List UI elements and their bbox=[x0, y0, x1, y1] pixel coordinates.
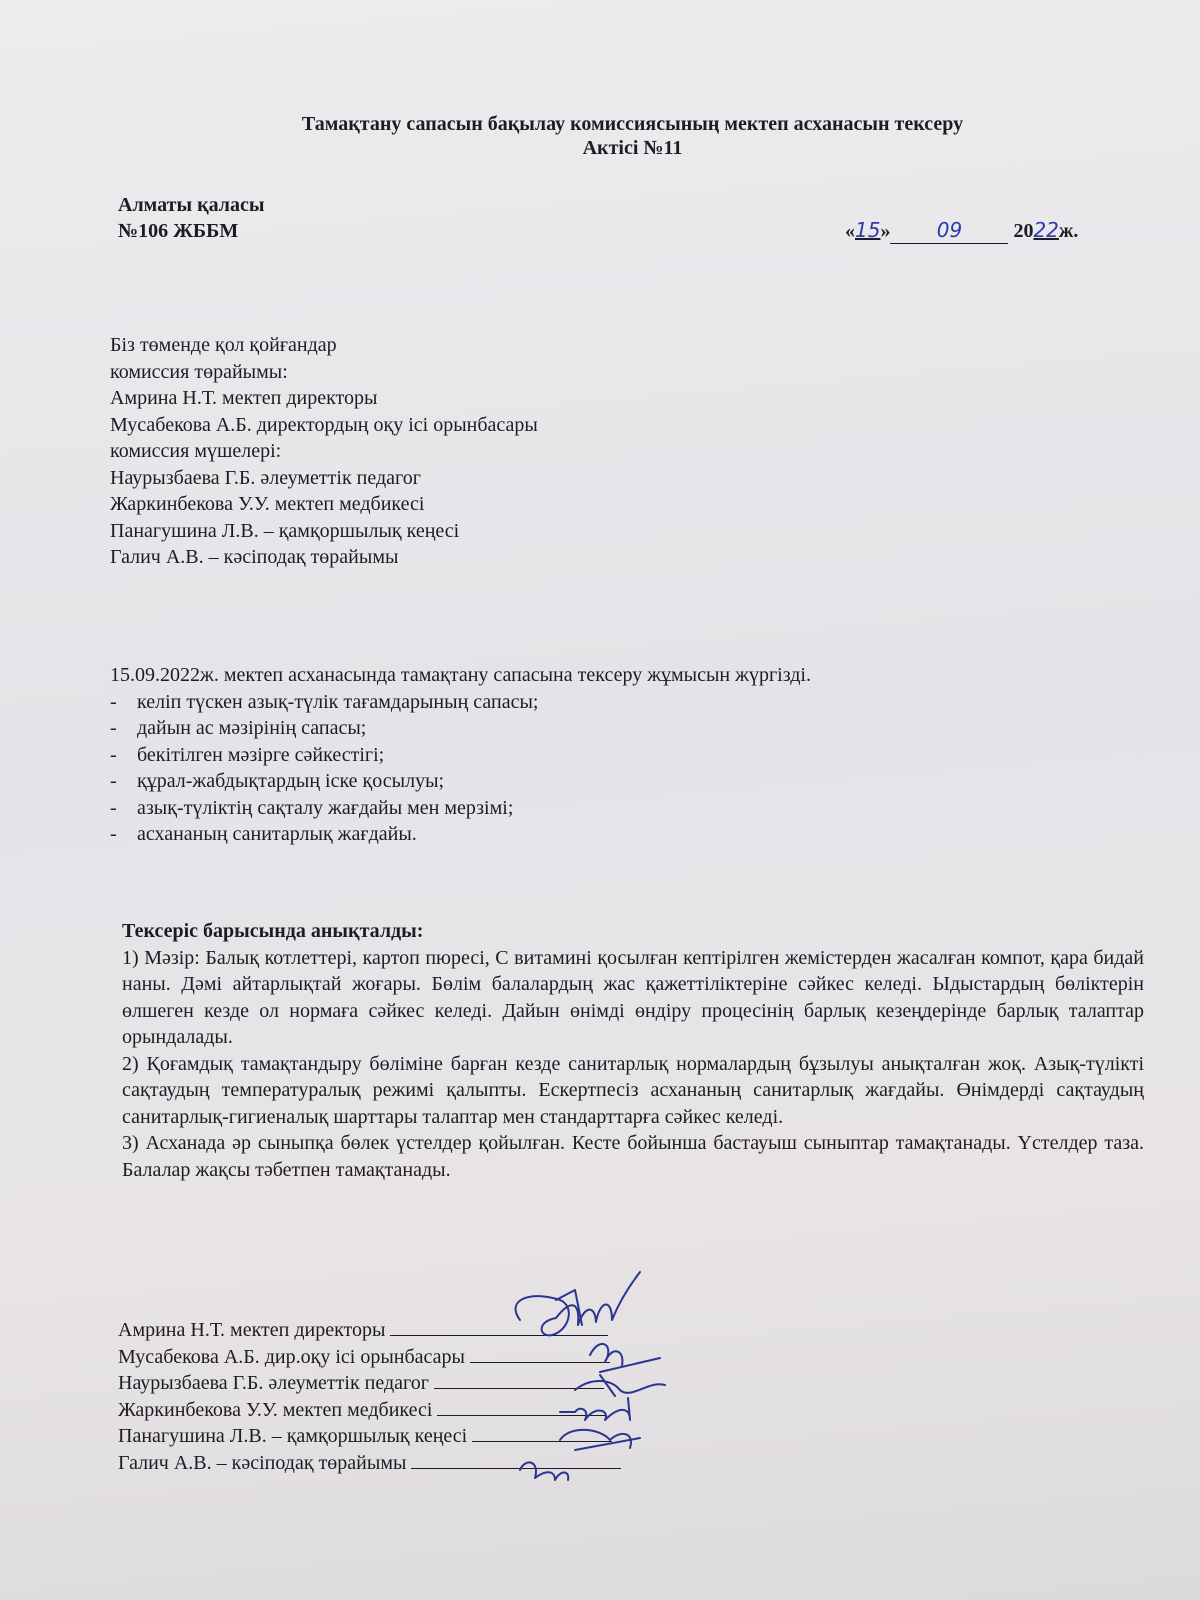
document-date: «15» 09 2022ж. bbox=[845, 218, 1079, 242]
committee-line: Амрина Н.Т. мектеп директоры bbox=[110, 387, 378, 409]
inspection-block bbox=[110, 662, 811, 848]
signature-line bbox=[437, 1399, 607, 1416]
document-title bbox=[0, 112, 1200, 160]
list-item: - дайын ас мәзірінің сапасы; bbox=[110, 715, 811, 742]
handwritten-month: 09 bbox=[936, 218, 963, 242]
signature-row: Жаркинбекова У.У. мектеп медбикесі bbox=[118, 1397, 621, 1424]
inspection-intro: 15.09.2022ж. мектеп асханасында тамақтану сапасына тексеру жұмысын жүргізді. bbox=[110, 664, 811, 686]
list-item: - бекітілген мәзірге сәйкестігі; bbox=[110, 742, 811, 769]
handwritten-year: 22 bbox=[1033, 218, 1059, 242]
signature-line bbox=[434, 1372, 604, 1389]
finding-paragraph: 3) Асханада әр сыныпқа бөлек үстелдер қойылған. Кесте бойынша бастауыш сыныптар тамақтанады. Үстелдер таза. Балалар жақсы тәбетпен тамақтанады. bbox=[122, 1132, 1144, 1181]
signature-row: Панагушина Л.В. – қамқоршылық кеңесі bbox=[118, 1423, 621, 1450]
committee-line: Мусабекова А.Б. директордың оқу ісі орынбасары bbox=[110, 413, 538, 436]
signature-line bbox=[472, 1425, 612, 1442]
committee-line: комиссия мүшелері: bbox=[110, 440, 282, 462]
school-name: №106 ЖББМ bbox=[118, 220, 239, 242]
signature-line bbox=[411, 1452, 621, 1469]
findings-heading: Тексеріс барысында анықталды: bbox=[122, 920, 424, 942]
list-item: - құрал-жабдықтардың іске қосылуы; bbox=[110, 768, 811, 795]
list-item: - азық-түліктің сақталу жағдайы мен мерзімі; bbox=[110, 795, 811, 822]
signature-line bbox=[390, 1319, 608, 1336]
location-block bbox=[118, 192, 264, 244]
title-line-2: Актісі №11 bbox=[582, 137, 683, 159]
list-item: - асхананың санитарлық жағдайы. bbox=[110, 821, 811, 848]
committee-block bbox=[110, 332, 538, 571]
handwritten-day: 15 bbox=[855, 218, 881, 242]
committee-line: Жаркинбекова У.У. мектеп медбикесі bbox=[110, 493, 425, 515]
signature-block bbox=[118, 1317, 621, 1476]
month-blank bbox=[890, 218, 1008, 244]
finding-paragraph: 2) Қоғамдық тамақтандыру бөліміне барған кезде санитарлық нормалардың бұзылуы анықталған жоқ. Азық-түлікті сақтаудың температуралық режимі қалыпты. Ескертпесіз асхананың санитарлық жағдайы. Өнімдерді сақтаудың санитарлық-гигиеналық шарттары талаптар мен стандарттарға сәйкес келеді. bbox=[122, 1052, 1144, 1128]
title-line-1: Тамақтану сапасын бақылау комиссиясының мектеп асханасын тексеру bbox=[301, 113, 964, 135]
committee-line: Наурызбаева Г.Б. әлеуметтік педагог bbox=[110, 466, 421, 489]
signature-row: Амрина Н.Т. мектеп директоры bbox=[118, 1317, 621, 1344]
committee-line: комиссия төрайымы: bbox=[110, 360, 288, 383]
signature-row: Мусабекова А.Б. дир.оқу ісі орынбасары bbox=[118, 1344, 621, 1371]
committee-line: Галич А.В. – кәсіподақ төрайымы bbox=[110, 546, 399, 568]
findings-block bbox=[122, 918, 1144, 1183]
finding-paragraph: 1) Мәзір: Балық котлеттері, картоп пюресі, С витамині қосылған кептірілген жемістерден жасалған компот, қара бидай наны. Дәмі айтарлықтай жоғары. Бөлім балалардың жас қажеттіліктеріне сәйкес келеді. Ыдыстардың бөліктерін өлшеген кезде ол нормаға сәйкес келеді. Дайын өнімді өндіру процесінің барлық кезеңдерінде барлық талаптар орындалады. bbox=[122, 946, 1144, 1048]
signature-row: Галич А.В. – кәсіподақ төрайымы bbox=[118, 1450, 621, 1477]
city: Алматы қаласы bbox=[118, 194, 265, 216]
committee-line: Панагушина Л.В. – қамқоршылық кеңесі bbox=[110, 519, 460, 542]
inspection-list bbox=[110, 689, 811, 848]
list-item: - келіп түскен азық-түлік тағамдарының сапасы; bbox=[110, 689, 811, 716]
signature-row: Наурызбаева Г.Б. әлеуметтік педагог bbox=[118, 1370, 621, 1397]
committee-line: Біз төменде қол қойғандар bbox=[110, 334, 337, 356]
signature-line bbox=[470, 1346, 610, 1363]
